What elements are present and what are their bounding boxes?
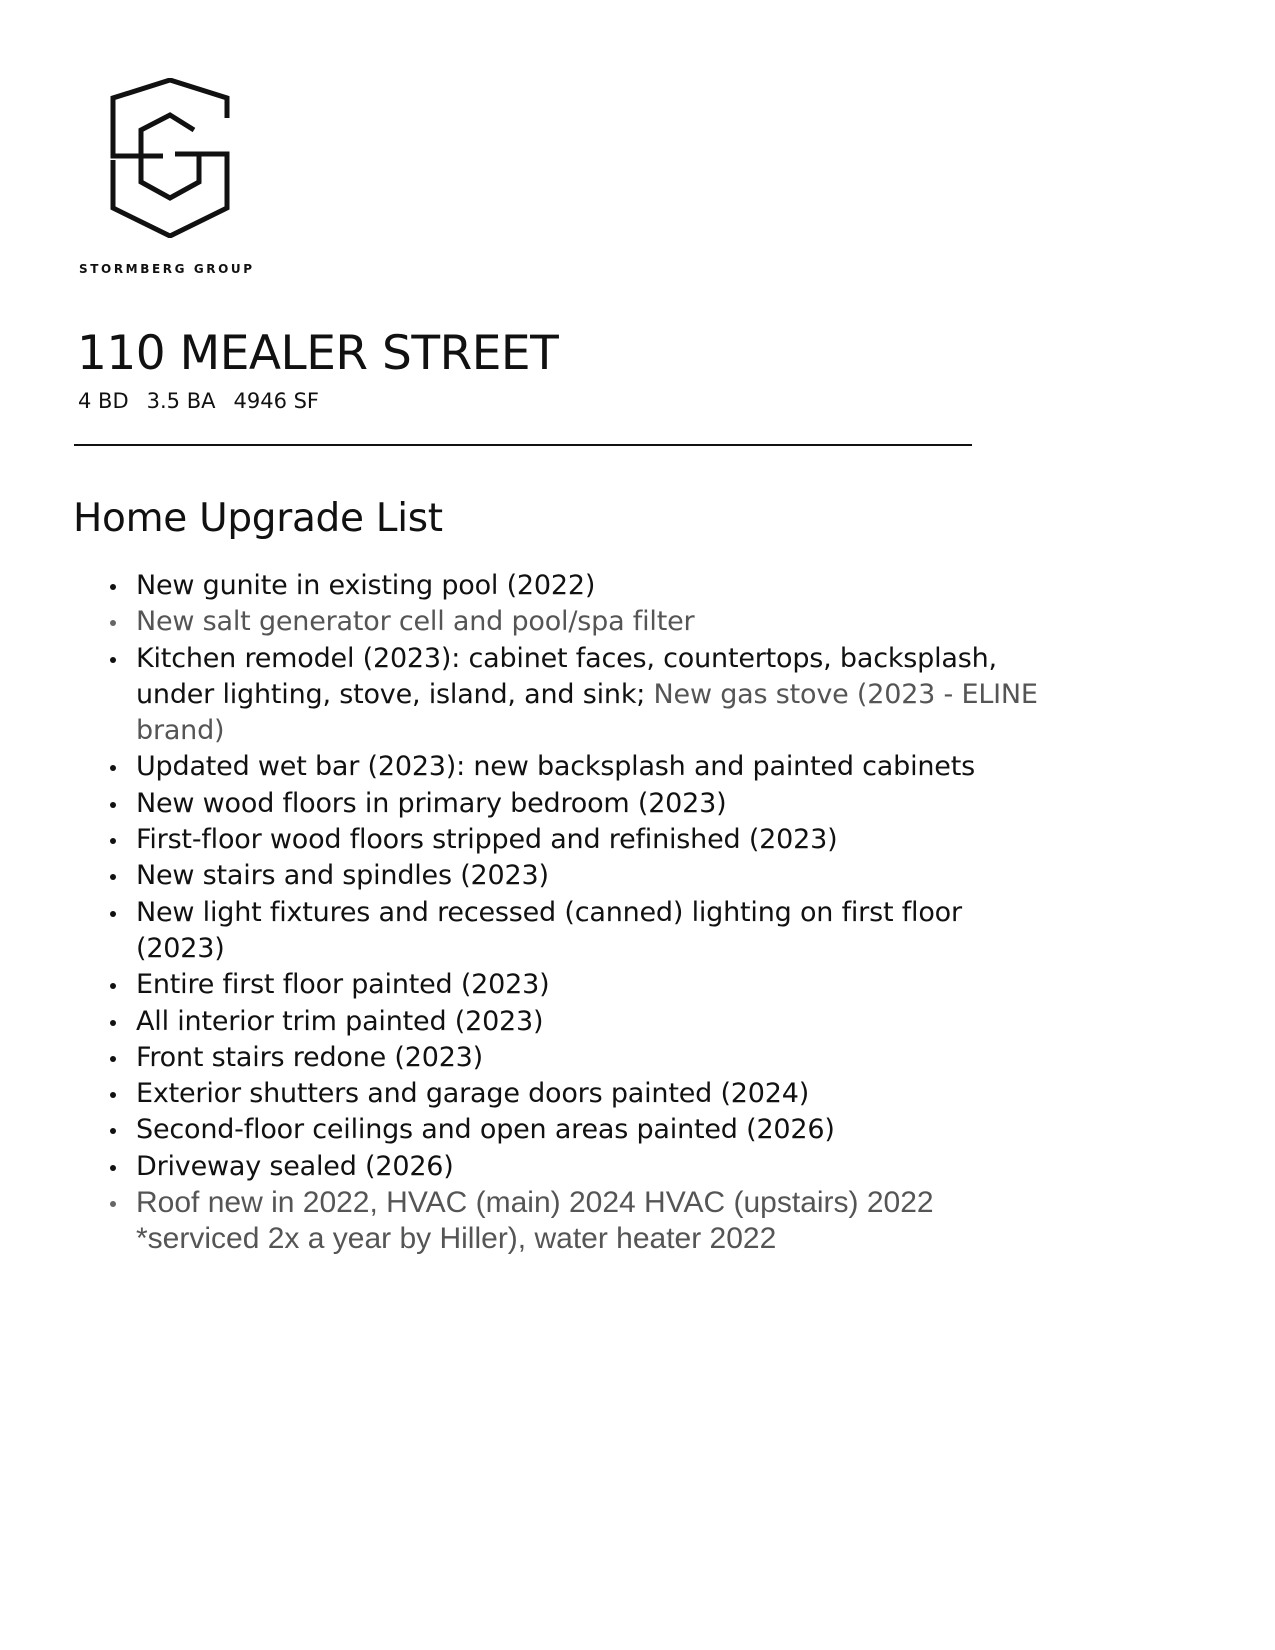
list-item: New light fixtures and recessed (canned) lighting on first floor (2023): [136, 895, 1046, 968]
list-item: New wood floors in primary bedroom (2023): [136, 786, 1046, 822]
list-item: Second-floor ceilings and open areas painted (2026): [136, 1112, 1046, 1148]
section-title: Home Upgrade List: [73, 496, 443, 541]
upgrade-list: [73, 568, 1046, 1258]
brand-name: STORMBERG GROUP: [79, 262, 255, 276]
property-address: 110 MEALER STREET: [77, 326, 559, 381]
list-item: Front stairs redone (2023): [136, 1040, 1046, 1076]
list-item-note: New gas stove (2023 - ELINE brand): [136, 678, 1038, 747]
list-item: Roof new in 2022, HVAC (main) 2024 HVAC (upstairs) 2022 *serviced 2x a year by Hiller), water heater 2022: [136, 1185, 1046, 1258]
header-divider: [74, 444, 972, 446]
list-item: Kitchen remodel (2023): cabinet faces, countertops, backsplash, under lighting, stove, island, and sink; New gas stove (2023 - ELINE brand): [136, 641, 1046, 750]
list-item: New gunite in existing pool (2022): [136, 568, 1046, 604]
list-item: Exterior shutters and garage doors painted (2024): [136, 1076, 1046, 1112]
property-stats: [78, 391, 337, 412]
list-item: Entire first floor painted (2023): [136, 967, 1046, 1003]
list-item: All interior trim painted (2023): [136, 1004, 1046, 1040]
baths-count: 3.5 BA: [146, 389, 216, 413]
square-footage: 4946 SF: [233, 389, 320, 413]
list-item: Driveway sealed (2026): [136, 1149, 1046, 1185]
brand-logo: [79, 78, 259, 278]
beds-count: 4 BD: [78, 389, 129, 413]
list-item: New stairs and spindles (2023): [136, 858, 1046, 894]
hexagon-sg-monogram-icon: [110, 78, 230, 238]
list-item: Updated wet bar (2023): new backsplash and painted cabinets: [136, 749, 1046, 785]
list-item: New salt generator cell and pool/spa filter: [136, 604, 1046, 640]
list-item: First-floor wood floors stripped and refinished (2023): [136, 822, 1046, 858]
